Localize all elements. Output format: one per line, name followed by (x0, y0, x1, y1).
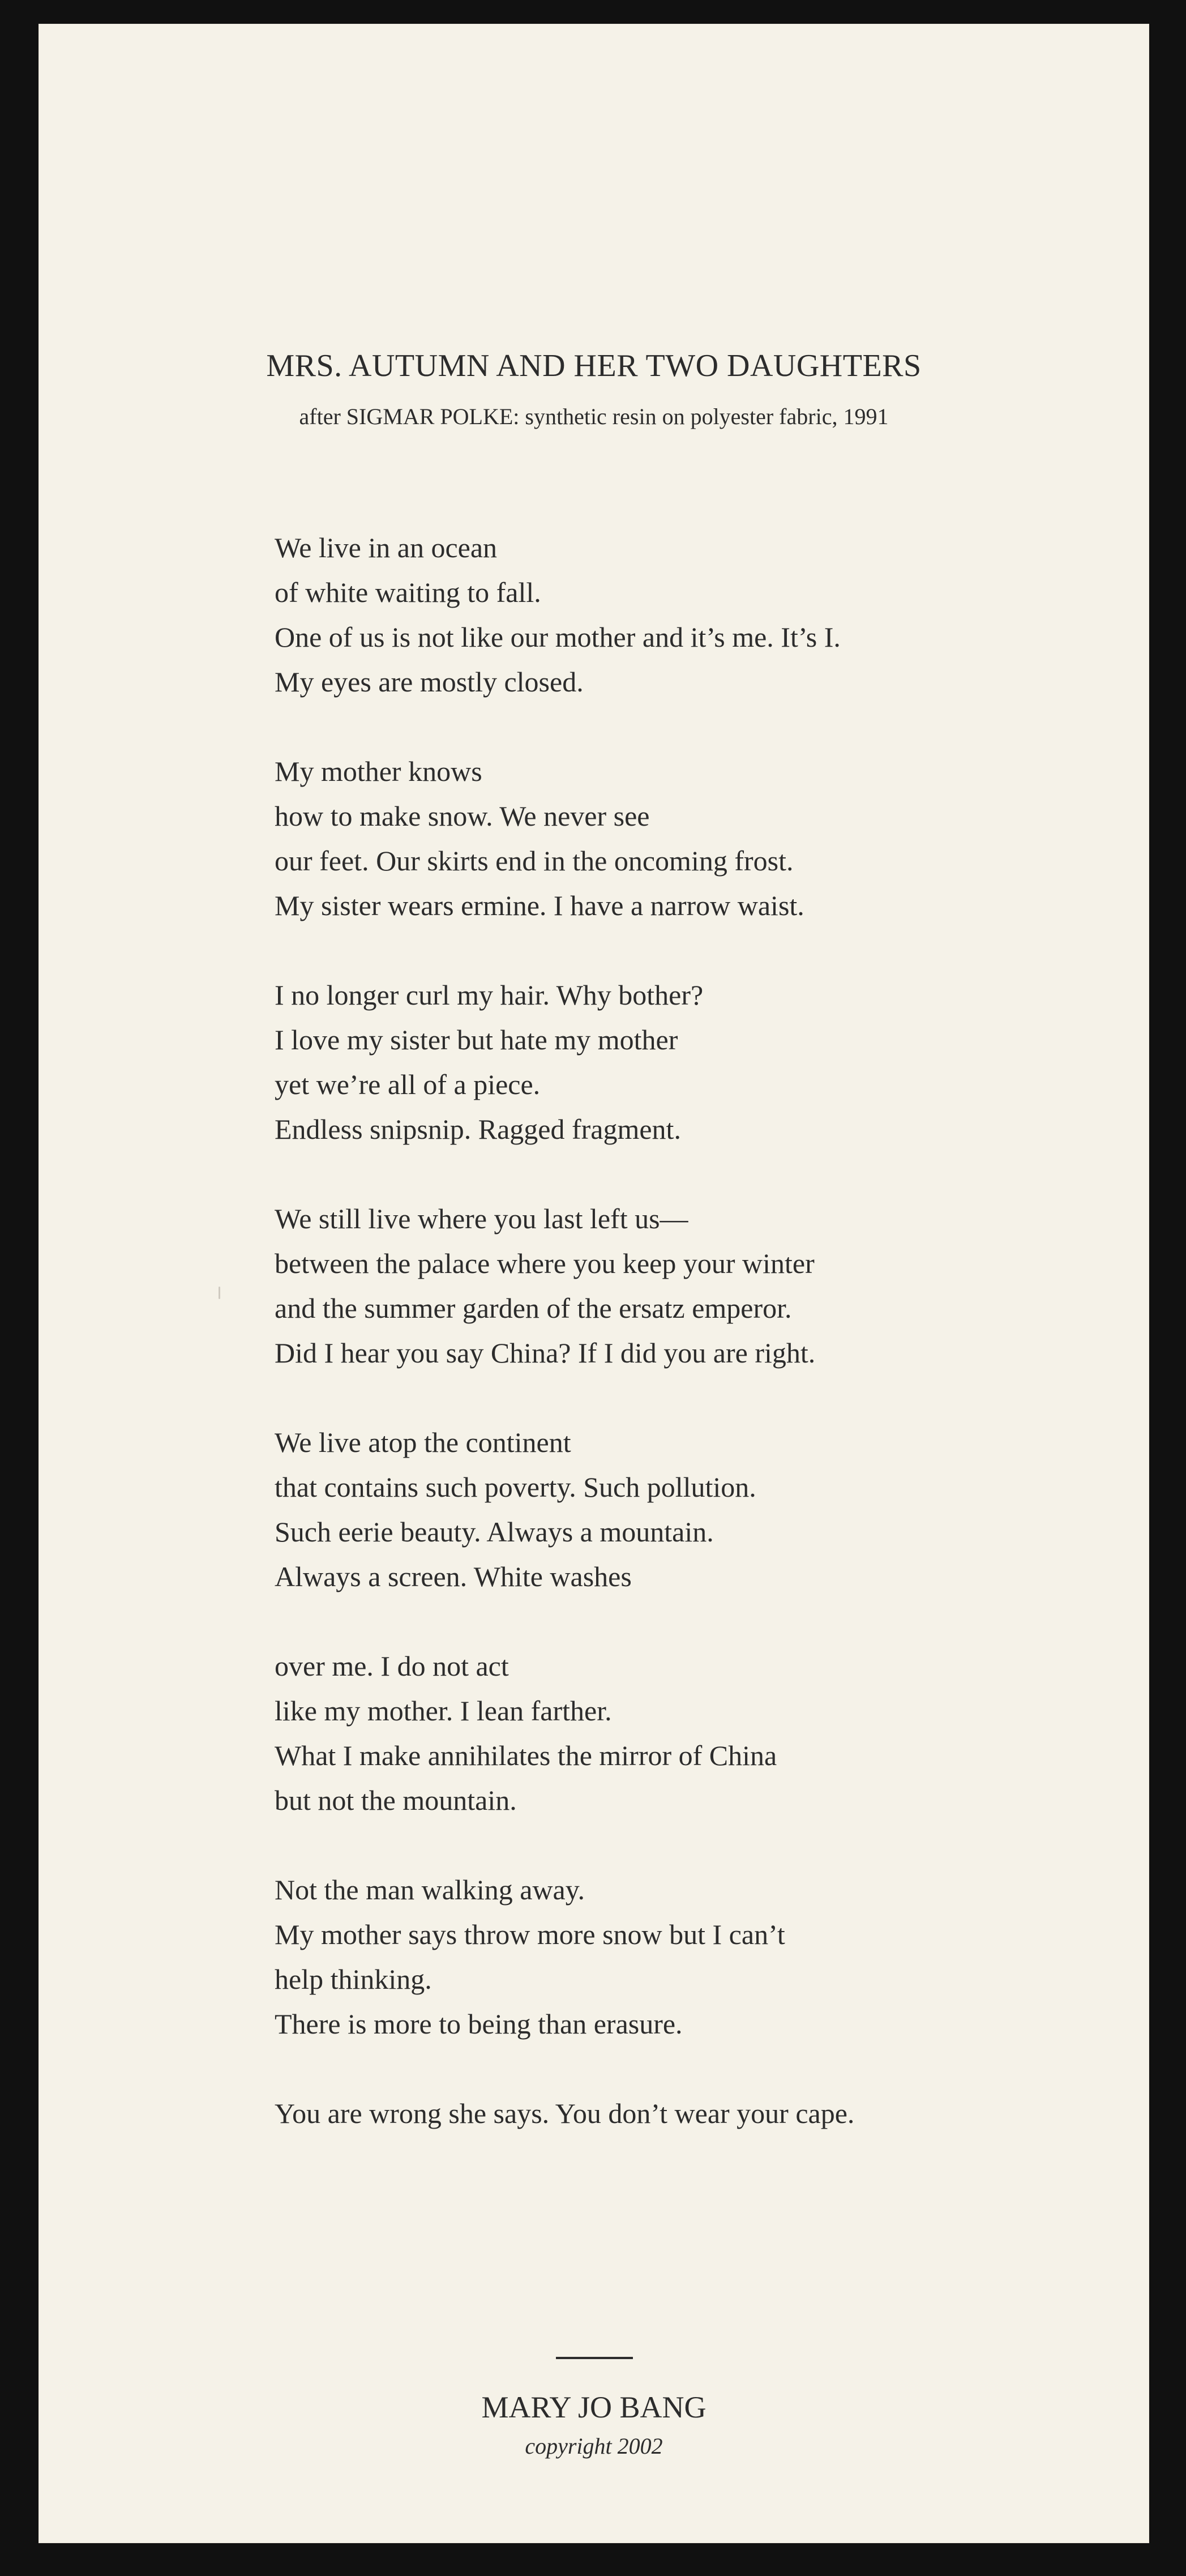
poem-line: Did I hear you say China? If I did you are right. (275, 1337, 816, 1369)
poem-line: Always a screen. White washes (275, 1561, 632, 1592)
poem-line: My mother says throw more snow but I can’t (275, 1919, 785, 1950)
poem-line: yet we’re all of a piece. (275, 1069, 541, 1100)
poem-line: My mother knows (275, 755, 482, 787)
stanza (275, 526, 1067, 704)
divider (556, 2357, 633, 2359)
poem-line: My sister wears ermine. I have a narrow waist. (275, 890, 804, 921)
poem-line: My eyes are mostly closed. (275, 666, 584, 698)
poem-line: There is more to being than erasure. (275, 2008, 683, 2040)
poem-line: You are wrong she says. You don’t wear your cape. (275, 2097, 855, 2129)
poem-subtitle: after SIGMAR POLKE: synthetic resin on polyester fabric, 1991 (299, 404, 889, 429)
poem-line: over me. I do not act (275, 1650, 509, 1682)
broadside-sheet (38, 24, 1149, 2543)
poem-line: our feet. Our skirts end in the oncoming frost. (275, 845, 794, 877)
stanza (275, 1644, 1067, 1823)
poem-line: Endless snipsnip. Ragged fragment. (275, 1113, 681, 1145)
stanza (275, 749, 1067, 928)
poem-line: and the summer garden of the ersatz emperor. (275, 1292, 792, 1324)
poem-line: how to make snow. We never see (275, 800, 650, 832)
poem-line: We still live where you last left us— (275, 1203, 688, 1234)
poem-line: Such eerie beauty. Always a mountain. (275, 1516, 714, 1548)
poem-line: like my mother. I lean farther. (275, 1695, 612, 1727)
stanza (275, 973, 1067, 1152)
stanza (275, 2091, 1067, 2136)
poem-line: that contains such poverty. Such pollution. (275, 1471, 756, 1503)
author-name: MARY JO BANG (481, 2390, 707, 2424)
poem-title: MRS. AUTUMN AND HER TWO DAUGHTERS (266, 348, 922, 383)
poem-line: but not the mountain. (275, 1784, 517, 1816)
stanza (275, 1420, 1067, 1599)
paper-speck (219, 1287, 220, 1299)
stanza (275, 1197, 1067, 1375)
poem-body (275, 526, 1067, 2181)
poem-line: We live in an ocean (275, 532, 498, 563)
poem-line: What I make annihilates the mirror of China (275, 1740, 777, 1771)
poem-line: We live atop the continent (275, 1426, 571, 1458)
poem-line: help thinking. (275, 1963, 432, 1995)
poem-line: of white waiting to fall. (275, 576, 541, 608)
copyright-notice: copyright 2002 (525, 2433, 663, 2459)
stanza (275, 1868, 1067, 2047)
poem-line: Not the man walking away. (275, 1874, 585, 1906)
poem-line: I no longer curl my hair. Why bother? (275, 979, 704, 1011)
poem-line: One of us is not like our mother and it’s me. It’s I. (275, 621, 841, 653)
poem-line: I love my sister but hate my mother (275, 1024, 678, 1056)
poem-line: between the palace where you keep your winter (275, 1248, 815, 1279)
